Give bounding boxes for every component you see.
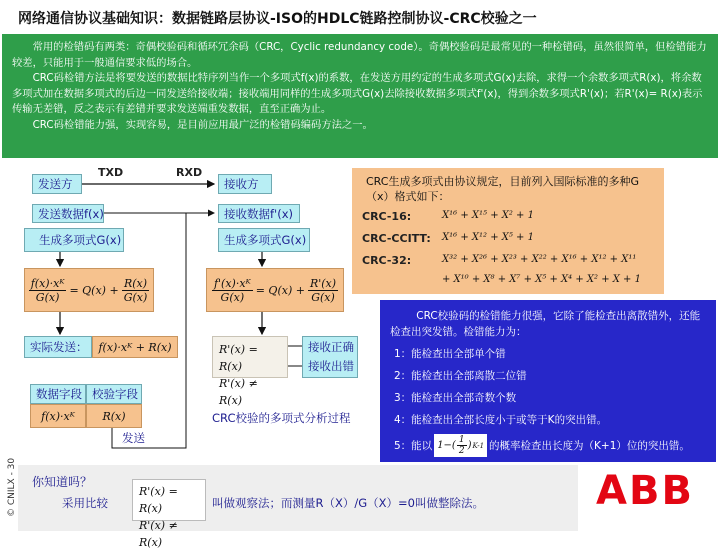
crcccitt-name: CRC-CCITT: bbox=[362, 232, 431, 245]
crc16-polynomial: X¹⁶ + X¹⁵ + X² + 1 bbox=[442, 210, 534, 221]
analysis-caption: CRC校验的多项式分析过程 bbox=[212, 411, 351, 425]
did-you-know-title: 你知道吗？ bbox=[32, 475, 93, 489]
crc-standards-panel bbox=[352, 168, 664, 294]
receiver-eq-equal: R'(x) = R(x) bbox=[219, 343, 258, 373]
intro-paragraph-1: 常用的检错码有两类：奇偶校验码和循环冗余码（CRC，Cyclic redundancy code）。奇偶校验码是最常见的一种检错码，虽然很简单，但检错能力较差，只能用于一般通信要求低的场合。 bbox=[12, 41, 707, 69]
send-label: 发送 bbox=[122, 431, 145, 445]
page-title: 网络通信协议基础知识：数据链路层协议-ISO的HDLC链路控制协议-CRC校验之一 bbox=[18, 11, 537, 27]
intro-paragraph-3: CRC码检错能力强，实现容易，是目前应用最广泛的检错码编码方法之一。 bbox=[32, 118, 373, 131]
probability-exponent: K-1 bbox=[472, 441, 485, 450]
data-field-label: 数据字段 bbox=[30, 384, 86, 404]
receiver-division-equation: $\frac{\text{f'(x)·xᴷ}}{G(x)}$ = Q(x) + $\frac{R'(x)}{G(x)}$ bbox=[206, 268, 344, 312]
check-field-expression: R(x) bbox=[86, 404, 142, 428]
receiver-eq-notequal: R'(x) ≠ R(x) bbox=[219, 377, 258, 407]
crc32-polynomial-line2: + X¹⁰ + X⁸ + X⁷ + X⁵ + X⁴ + X² + X + 1 bbox=[442, 274, 641, 285]
crcccitt-polynomial: X¹⁶ + X¹² + X⁵ + 1 bbox=[442, 232, 534, 243]
capability-item-5-suffix: 的概率检查出长度为（K+1）位的突出错。 bbox=[489, 440, 690, 452]
sender-box: 发送方 bbox=[32, 174, 82, 194]
crc32-name: CRC-32: bbox=[362, 254, 412, 267]
capability-item-5 bbox=[394, 434, 690, 457]
data-field-expression: f(x)·xᴷ bbox=[30, 404, 86, 428]
intro-paragraph-2: CRC码检错方法是将要发送的数据比特序列当作一个多项式f(x)的系数，在发送方用约定的生成多项式G(x)去除，求得一个余数多项式R(x)，将余数多项式加在数据多项式的后边一同发送给接收端；接收端用同样的生成多项式G(x)去除接收数据多项式f'(x)，得到余数多项式R'(x)；若R'(x)= R(x)表示传输无差错，反之表示有差错并要求发送端重发数据，直至正确为止。 bbox=[12, 72, 703, 115]
crc-standards-intro: CRC生成多项式由协议规定，目前列入国际标准的多种G（x）格式如下： bbox=[366, 175, 639, 203]
copyright-text: © CNILX - 30 bbox=[7, 457, 17, 517]
capability-item-2: 2：能检查出全部离散二位错 bbox=[394, 370, 527, 382]
receiver-gen-box: 生成多项式G(x) bbox=[218, 228, 310, 252]
txd-label: TXD bbox=[98, 166, 124, 179]
capability-item-1: 1：能检查出全部单个错 bbox=[394, 348, 506, 360]
check-field-label: 校验字段 bbox=[86, 384, 142, 404]
receive-error-label: 接收出错 bbox=[308, 359, 354, 373]
probability-formula: 1−( $\frac{1}{2}$ ) K-1 bbox=[434, 434, 487, 457]
compare-eq-notequal: R'(x) ≠ R(x) bbox=[139, 519, 178, 549]
rxd-label: RXD bbox=[176, 166, 203, 179]
compare-eq-equal: R'(x) = R(x) bbox=[139, 485, 178, 515]
receiver-data-box: 接收数据f'(x) bbox=[218, 204, 300, 223]
crc16-name: CRC-16: bbox=[362, 210, 412, 223]
method-explanation: 叫做观察法；而测量R（X）/G（X）=0叫做整除法。 bbox=[212, 496, 484, 510]
crc32-polynomial-line1: X³² + X²⁶ + X²³ + X²² + X¹⁶ + X¹² + X¹¹ bbox=[442, 254, 637, 265]
sender-division-equation: $\frac{\text{f(x)·xᴷ}}{G(x)}$ = Q(x) + $\frac{R(x)}{G(x)}$ bbox=[24, 268, 154, 312]
receive-ok-label: 接收正确 bbox=[308, 340, 354, 354]
compare-equation-box bbox=[132, 479, 206, 549]
receiver-box: 接收方 bbox=[218, 174, 272, 194]
capability-item-4: 4：能检查出全部长度小于或等于K的突出错。 bbox=[394, 414, 608, 426]
capability-item-3: 3：能检查出全部奇数个数 bbox=[394, 392, 517, 404]
receiver-result-box bbox=[302, 336, 358, 378]
abb-logo: ABB bbox=[596, 468, 694, 514]
capability-item-5-prefix: 5：能以 bbox=[394, 440, 433, 452]
receiver-compare-box bbox=[212, 336, 288, 407]
actual-send-label: 实际发送： bbox=[24, 336, 92, 358]
did-you-know-panel bbox=[18, 465, 578, 549]
capability-intro: CRC校验码的检错能力很强，它除了能检查出离散错外，还能检查出突发错。检错能力为： bbox=[390, 310, 701, 338]
actual-send-expression: f(x)·xᴷ + R(x) bbox=[92, 336, 178, 358]
sender-gen-box: 生成多项式G(x) bbox=[24, 228, 124, 252]
compare-label: 采用比较 bbox=[62, 496, 108, 510]
sender-data-box: 发送数据f(x) bbox=[32, 204, 104, 223]
crc-capability-panel bbox=[380, 300, 716, 462]
